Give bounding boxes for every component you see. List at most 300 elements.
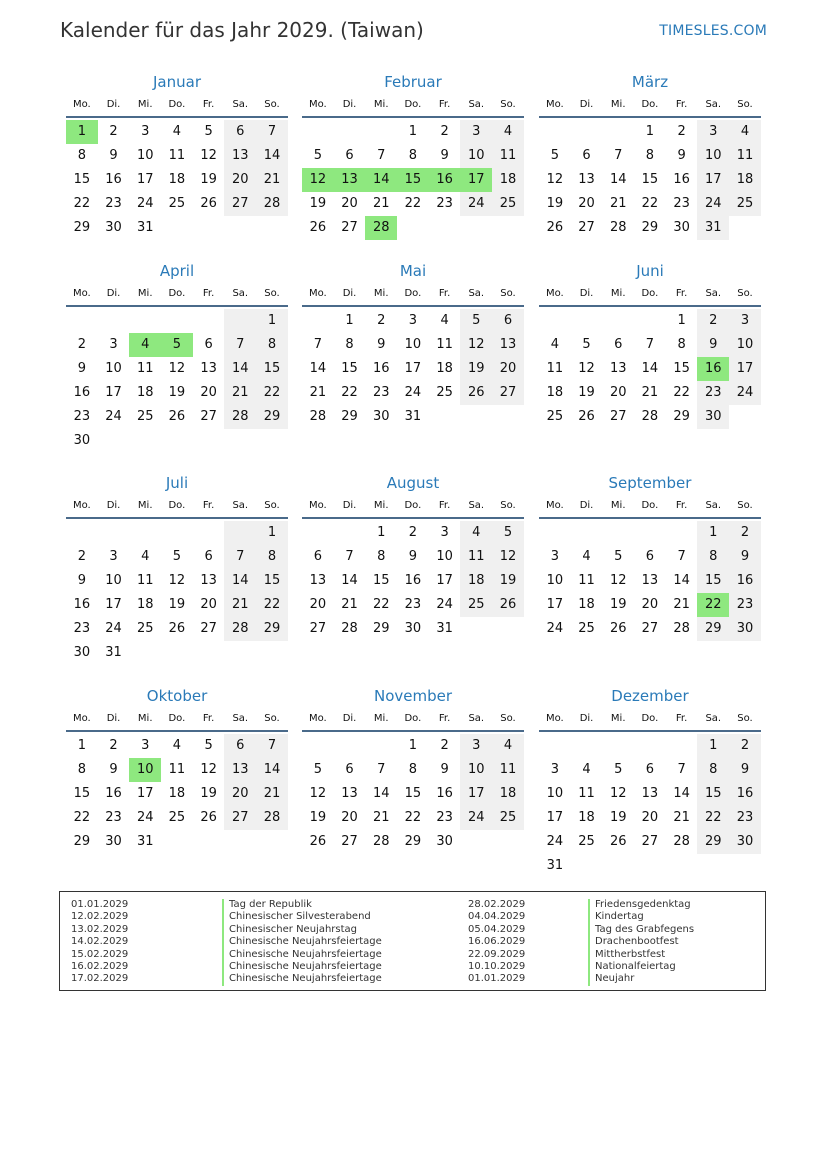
legend-date: 12.02.2029 [71, 911, 129, 923]
day-cell: 31 [546, 858, 564, 873]
weekday-label: Sa. [468, 500, 485, 511]
empty-cell [129, 521, 161, 545]
day-cell: 17 [105, 597, 122, 612]
day-cell: 2 [77, 549, 86, 564]
day-cell: 11 [136, 361, 154, 376]
day-cell: 23 [404, 597, 422, 612]
legend-holiday-name: Drachenbootfest [588, 936, 694, 948]
empty-cell [539, 734, 571, 758]
day-cell: 12 [578, 361, 595, 376]
day-cell: 27 [578, 220, 595, 235]
weekday-label: Sa. [232, 500, 249, 511]
weekday-label: Sa. [705, 99, 722, 110]
day-cell: 14 [341, 573, 358, 588]
day-cell: 24 [404, 385, 422, 400]
day-cell: 30 [673, 220, 690, 235]
day-cell: 30 [105, 834, 122, 849]
day-cell: 29 [341, 409, 358, 424]
day-grid [66, 521, 288, 665]
weekday-header [66, 94, 288, 118]
day-cell: 23 [73, 409, 91, 424]
weekday-label: Di. [342, 99, 357, 110]
weekday-label: Mo. [72, 500, 91, 511]
day-cell: 1 [645, 124, 655, 139]
legend-date: 01.01.2029 [468, 973, 526, 985]
legend-date: 01.01.2029 [71, 899, 129, 910]
day-cell: 1 [377, 525, 386, 540]
day-cell: 11 [492, 758, 524, 782]
weekday-header [66, 495, 288, 519]
day-cell: 9 [677, 148, 686, 163]
day-cell: 21 [372, 810, 390, 825]
empty-cell [571, 309, 603, 333]
day-cell: 17 [546, 597, 564, 612]
day-cell: 16 [73, 385, 91, 400]
month-august [302, 471, 524, 641]
day-cell: 4 [729, 120, 761, 144]
weekday-label: Fr. [438, 288, 451, 299]
day-cell: 11 [492, 144, 524, 168]
day-cell: 26 [609, 834, 627, 849]
day-cell: 7 [256, 734, 288, 758]
weekday-label: Do. [641, 500, 659, 511]
day-cell: 9 [77, 573, 86, 588]
legend-date: 16.02.2029 [71, 960, 129, 972]
day-cell: 20 [609, 385, 627, 400]
weekday-header [539, 94, 761, 118]
weekday-label: So. [500, 713, 516, 724]
day-cell: 4 [492, 120, 524, 144]
weekday-label: Fr. [438, 500, 451, 511]
empty-cell [334, 734, 366, 758]
weekday-label: Fr. [675, 500, 688, 511]
month-juli [66, 471, 288, 665]
weekday-label: Do. [641, 99, 659, 110]
weekday-label: Sa. [232, 288, 249, 299]
day-cell: 21 [224, 593, 256, 617]
day-cell: 27 [224, 806, 256, 830]
day-cell: 24 [105, 409, 122, 424]
day-cell: 8 [345, 337, 354, 352]
weekday-header [539, 283, 761, 307]
day-cell: 5 [204, 738, 213, 753]
holiday-day-cell: 12 [302, 168, 334, 192]
month-april [66, 259, 288, 453]
day-cell: 11 [546, 361, 564, 376]
day-cell: 10 [404, 337, 422, 352]
day-cell: 16 [729, 569, 761, 593]
empty-cell [129, 309, 161, 333]
empty-cell [365, 734, 397, 758]
day-cell: 16 [729, 782, 761, 806]
legend-date: 13.02.2029 [71, 923, 129, 935]
legend-date: 28.02.2029 [468, 899, 526, 910]
weekday-label: Di. [342, 713, 357, 724]
day-cell: 23 [436, 810, 453, 825]
empty-cell [666, 734, 698, 758]
day-cell: 31 [136, 834, 154, 849]
day-cell: 19 [309, 196, 327, 211]
day-cell: 19 [200, 172, 217, 187]
day-cell: 8 [77, 762, 86, 777]
month-name: September [608, 474, 692, 492]
day-cell: 8 [408, 148, 418, 163]
day-cell: 22 [404, 810, 422, 825]
empty-cell [224, 521, 256, 545]
weekday-label: Fr. [202, 500, 215, 511]
month-name: Dezember [611, 687, 689, 705]
weekday-label: Mi. [373, 288, 389, 299]
day-cell: 1 [256, 309, 288, 333]
day-cell: 15 [697, 569, 729, 593]
day-cell: 22 [673, 385, 690, 400]
day-cell: 8 [256, 545, 288, 569]
day-cell: 21 [372, 196, 390, 211]
day-cell: 13 [641, 573, 659, 588]
day-cell: 18 [460, 569, 492, 593]
day-cell: 23 [372, 385, 390, 400]
empty-cell [571, 120, 603, 144]
day-cell: 20 [341, 196, 358, 211]
empty-cell [634, 734, 666, 758]
weekday-label: So. [737, 713, 753, 724]
weekday-label: Do. [168, 500, 186, 511]
day-cell: 22 [73, 810, 91, 825]
day-cell: 26 [492, 593, 524, 617]
day-cell: 31 [136, 220, 154, 235]
day-cell: 31 [105, 645, 122, 660]
day-cell: 4 [460, 521, 492, 545]
empty-cell [602, 309, 634, 333]
day-grid [66, 120, 288, 240]
day-cell: 19 [492, 569, 524, 593]
day-cell: 18 [436, 361, 453, 376]
day-cell: 29 [256, 405, 288, 429]
day-cell: 6 [313, 549, 322, 564]
legend-holiday-name: Tag der Republik [222, 899, 382, 911]
day-cell: 2 [377, 313, 386, 328]
holiday-day-cell: 1 [66, 120, 98, 144]
weekday-label: Mo. [72, 99, 91, 110]
day-cell: 21 [256, 168, 288, 192]
legend-date: 14.02.2029 [71, 936, 129, 948]
day-cell: 6 [345, 762, 354, 777]
day-cell: 29 [372, 621, 390, 636]
holiday-day-cell: 16 [429, 168, 461, 192]
day-cell: 9 [77, 361, 86, 376]
day-cell: 29 [673, 409, 690, 424]
month-juni [539, 259, 761, 429]
day-cell: 20 [224, 782, 256, 806]
empty-cell [161, 309, 193, 333]
day-grid [66, 734, 288, 854]
day-cell: 13 [609, 361, 627, 376]
day-cell: 15 [641, 172, 659, 187]
day-cell: 25 [436, 385, 453, 400]
empty-cell [666, 521, 698, 545]
day-cell: 3 [697, 120, 729, 144]
weekday-label: So. [500, 500, 516, 511]
day-cell: 8 [697, 758, 729, 782]
day-grid [302, 734, 524, 854]
empty-cell [98, 521, 130, 545]
day-cell: 25 [578, 621, 595, 636]
weekday-label: Mo. [545, 99, 564, 110]
day-cell: 30 [73, 645, 91, 660]
day-cell: 9 [109, 148, 118, 163]
weekday-label: Fr. [202, 99, 215, 110]
empty-cell [302, 521, 334, 545]
legend-holiday-name: Friedensgedenktag [588, 899, 694, 911]
day-cell: 5 [313, 762, 322, 777]
day-cell: 2 [729, 521, 761, 545]
weekday-label: Do. [168, 713, 186, 724]
weekday-label: Di. [579, 288, 594, 299]
day-cell: 20 [641, 810, 659, 825]
day-cell: 3 [550, 549, 559, 564]
day-grid [302, 521, 524, 641]
day-cell: 16 [73, 597, 91, 612]
holiday-day-cell: 22 [697, 593, 729, 617]
legend-date: 05.04.2029 [468, 923, 526, 935]
day-cell: 7 [677, 762, 686, 777]
weekday-label: Mo. [308, 713, 327, 724]
day-grid [539, 120, 761, 240]
day-cell: 17 [697, 168, 729, 192]
day-cell: 24 [729, 381, 761, 405]
day-cell: 30 [73, 433, 91, 448]
day-cell: 13 [492, 333, 524, 357]
day-cell: 23 [673, 196, 690, 211]
empty-cell [193, 309, 225, 333]
day-cell: 17 [436, 573, 453, 588]
day-cell: 8 [256, 333, 288, 357]
day-cell: 3 [440, 525, 449, 540]
day-cell: 7 [313, 337, 322, 352]
day-cell: 24 [105, 621, 122, 636]
empty-cell [66, 309, 98, 333]
day-cell: 28 [372, 834, 390, 849]
legend-holiday-name: Neujahr [588, 973, 694, 985]
day-cell: 2 [109, 738, 118, 753]
day-cell: 2 [77, 337, 86, 352]
day-cell: 8 [645, 148, 655, 163]
weekday-label: Mi. [610, 500, 626, 511]
day-cell: 3 [109, 549, 118, 564]
day-cell: 10 [436, 549, 453, 564]
day-cell: 18 [578, 810, 595, 825]
holiday-legend [59, 891, 766, 991]
day-cell: 4 [550, 337, 559, 352]
day-cell: 16 [372, 361, 390, 376]
day-cell: 5 [582, 337, 591, 352]
weekday-label: Di. [106, 500, 121, 511]
day-cell: 10 [729, 333, 761, 357]
day-cell: 24 [460, 806, 492, 830]
day-cell: 12 [492, 545, 524, 569]
empty-cell [602, 521, 634, 545]
month-name: August [386, 474, 440, 492]
month-name: März [631, 73, 669, 91]
day-cell: 17 [404, 361, 422, 376]
month-november [302, 684, 524, 854]
weekday-label: Mo. [545, 713, 564, 724]
day-cell: 19 [309, 810, 327, 825]
day-cell: 6 [582, 148, 591, 163]
day-cell: 5 [204, 124, 213, 139]
legend-holiday-name: Chinesische Neujahrsfeiertage [222, 973, 382, 985]
day-cell: 20 [200, 597, 217, 612]
day-cell: 11 [460, 545, 492, 569]
day-cell: 16 [673, 172, 690, 187]
day-cell: 11 [436, 337, 453, 352]
day-cell: 7 [377, 148, 386, 163]
weekday-label: Di. [106, 288, 121, 299]
day-cell: 5 [313, 148, 322, 163]
weekday-label: Mo. [545, 500, 564, 511]
legend-holiday-name: Chinesische Neujahrsfeiertage [222, 949, 382, 961]
day-cell: 25 [492, 192, 524, 216]
weekday-label: Di. [342, 288, 357, 299]
day-cell: 9 [729, 758, 761, 782]
weekday-label: Fr. [202, 288, 215, 299]
day-cell: 28 [224, 617, 256, 641]
day-cell: 10 [105, 573, 122, 588]
month-märz [539, 70, 761, 240]
day-cell: 17 [460, 782, 492, 806]
day-cell: 10 [460, 758, 492, 782]
day-cell: 17 [546, 810, 564, 825]
day-cell: 15 [256, 357, 288, 381]
day-cell: 12 [200, 762, 217, 777]
day-cell: 9 [697, 333, 729, 357]
empty-cell [98, 309, 130, 333]
day-cell: 14 [673, 786, 690, 801]
weekday-label: Mo. [72, 288, 91, 299]
day-cell: 2 [677, 124, 686, 139]
legend-holiday-name: Chinesische Neujahrsfeiertage [222, 936, 382, 948]
day-cell: 4 [582, 549, 591, 564]
day-cell: 25 [578, 834, 595, 849]
day-cell: 28 [341, 621, 358, 636]
day-cell: 21 [256, 782, 288, 806]
weekday-label: Do. [404, 99, 422, 110]
day-cell: 25 [546, 409, 564, 424]
page-title: Kalender für das Jahr 2029. (Taiwan) [60, 18, 424, 42]
day-cell: 30 [436, 834, 453, 849]
month-name: Oktober [146, 687, 208, 705]
day-cell: 13 [309, 573, 327, 588]
day-cell: 18 [492, 782, 524, 806]
empty-cell [634, 521, 666, 545]
day-cell: 27 [641, 621, 659, 636]
day-cell: 21 [673, 810, 690, 825]
day-cell: 30 [697, 405, 729, 429]
day-cell: 19 [578, 385, 595, 400]
day-cell: 29 [73, 834, 91, 849]
day-cell: 15 [404, 786, 422, 801]
day-cell: 3 [550, 762, 559, 777]
day-cell: 1 [677, 313, 686, 328]
day-cell: 30 [404, 621, 422, 636]
weekday-label: Mi. [137, 288, 153, 299]
weekday-label: Sa. [232, 99, 249, 110]
day-cell: 3 [109, 337, 118, 352]
legend-names-column [588, 899, 694, 986]
weekday-label: So. [737, 288, 753, 299]
brand-logo[interactable]: TIMESLES.COM [659, 23, 767, 39]
empty-cell [602, 734, 634, 758]
day-cell: 29 [697, 830, 729, 854]
empty-cell [302, 309, 334, 333]
day-cell: 14 [224, 569, 256, 593]
weekday-header [66, 708, 288, 732]
day-cell: 3 [460, 120, 492, 144]
month-mai [302, 259, 524, 429]
empty-cell [634, 309, 666, 333]
day-cell: 14 [372, 786, 390, 801]
day-cell: 5 [550, 148, 559, 163]
holiday-day-cell: 5 [161, 333, 193, 357]
day-cell: 27 [341, 220, 358, 235]
day-cell: 23 [697, 381, 729, 405]
day-cell: 30 [372, 409, 390, 424]
day-cell: 18 [168, 786, 186, 801]
empty-cell [539, 309, 571, 333]
day-cell: 23 [105, 196, 122, 211]
day-cell: 7 [345, 549, 354, 564]
legend-holiday-name: Kindertag [588, 911, 694, 923]
day-cell: 5 [492, 521, 524, 545]
legend-holiday-name: Chinesische Neujahrsfeiertage [222, 961, 382, 973]
day-cell: 5 [460, 309, 492, 333]
day-cell: 9 [440, 148, 449, 163]
day-cell: 26 [200, 810, 217, 825]
day-cell: 7 [224, 333, 256, 357]
day-cell: 22 [404, 196, 422, 211]
weekday-label: Mi. [137, 713, 153, 724]
legend-date: 22.09.2029 [468, 948, 526, 960]
day-cell: 6 [224, 734, 256, 758]
day-cell: 10 [546, 573, 564, 588]
day-cell: 23 [729, 593, 761, 617]
empty-cell [161, 521, 193, 545]
weekday-header [539, 708, 761, 732]
day-cell: 31 [404, 409, 422, 424]
weekday-header [302, 94, 524, 118]
weekday-label: Mi. [373, 500, 389, 511]
day-cell: 25 [168, 196, 186, 211]
day-cell: 9 [109, 762, 118, 777]
weekday-label: Sa. [232, 713, 249, 724]
day-grid [302, 120, 524, 240]
day-cell: 14 [309, 361, 327, 376]
day-cell: 1 [408, 124, 418, 139]
weekday-label: Di. [579, 713, 594, 724]
legend-date: 16.06.2029 [468, 936, 526, 948]
day-cell: 19 [168, 597, 186, 612]
day-cell: 26 [578, 409, 595, 424]
legend-date: 15.02.2029 [71, 948, 129, 960]
day-cell: 25 [136, 621, 154, 636]
day-grid [539, 309, 761, 429]
month-dezember [539, 684, 761, 878]
legend-holiday-name: Mittherbstfest [588, 949, 694, 961]
day-cell: 1 [697, 521, 729, 545]
day-cell: 13 [641, 786, 659, 801]
weekday-label: So. [264, 500, 280, 511]
day-cell: 19 [609, 810, 627, 825]
